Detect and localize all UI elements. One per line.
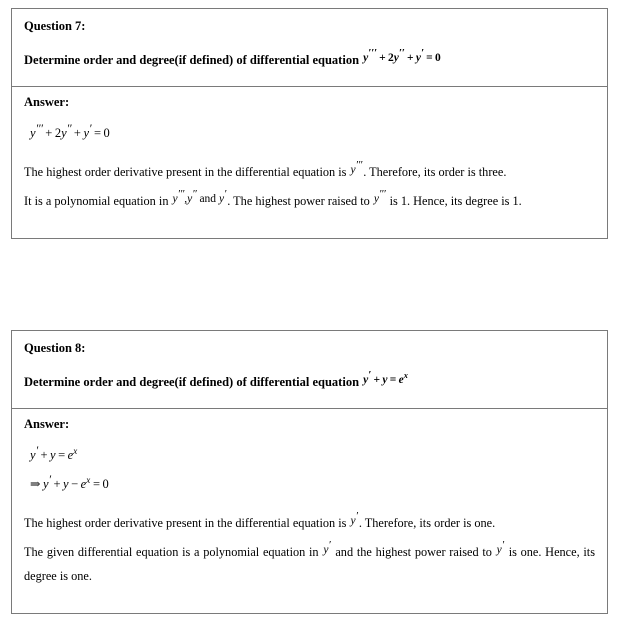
question-prompt-7 xyxy=(24,48,595,70)
question-prompt-text-8: Determine order and degree(if defined) of differential equation xyxy=(24,374,360,389)
paragraph-text-part1: The given differential equation is a polynomial equation in xyxy=(24,544,319,559)
answer-paragraph-8-2 xyxy=(24,538,595,589)
answer-equation-8-2: ⇒ $y' + y - e^x = 0$ xyxy=(30,472,109,492)
question-header-8 xyxy=(12,331,607,409)
paragraph-text-part1: The highest order derivative present in the differential equation is xyxy=(24,165,347,180)
paragraph-text-part3: is one. Hence, its degree is one. xyxy=(24,544,596,583)
answer-paragraph-8-1 xyxy=(24,509,595,536)
inline-math-derivative-list: y′′′,y′′ and y′ xyxy=(172,188,227,205)
question-prompt-8 xyxy=(24,370,595,392)
paragraph-text-part2: . Therefore, its order is one. xyxy=(358,516,496,531)
inline-math-y-triple-prime: y′′′ xyxy=(373,188,386,205)
question-prompt-text-7: Determine order and degree(if defined) of differential equation xyxy=(24,52,360,67)
answer-body-7 xyxy=(12,87,607,238)
inline-math-y-prime: y′ xyxy=(323,539,331,556)
question-equation-7: y′′′ + 2y′′ + y′ = 0 xyxy=(363,46,441,64)
answer-label-8: Answer: xyxy=(24,416,70,431)
question-equation-8: $y' + y = e^x$ xyxy=(363,368,409,386)
paragraph-text-part2: . The highest power raised to xyxy=(227,193,370,208)
inline-math-y-triple-prime: y′′′ xyxy=(350,159,363,177)
question-label-8: Question 8: xyxy=(24,341,86,355)
inline-math-y-prime: y′ xyxy=(496,539,504,556)
answer-label-7: Answer: xyxy=(24,94,70,109)
answer-paragraph-7-2 xyxy=(24,187,595,214)
inline-math-y-prime: y′ xyxy=(350,510,358,528)
answer-equation-7-1: y′′′ + 2y′′ + y′ = 0 xyxy=(30,121,110,141)
question-block-7 xyxy=(11,8,608,239)
paragraph-text-part3: is 1. Hence, its degree is 1. xyxy=(389,193,522,208)
paragraph-text-part2: . Therefore, its order is three. xyxy=(363,165,507,180)
paragraph-text-part2: and the highest power raised to xyxy=(335,544,492,559)
question-block-8 xyxy=(11,330,608,614)
paragraph-text-part1: It is a polynomial equation in xyxy=(24,193,169,208)
answer-paragraph-7-1 xyxy=(24,158,595,185)
answer-body-8 xyxy=(12,409,607,613)
paragraph-text-part1: The highest order derivative present in the differential equation is xyxy=(24,516,347,531)
question-label-7: Question 7: xyxy=(24,19,86,33)
question-header-7 xyxy=(12,9,607,87)
answer-equation-8-1: $y' + y = e^x$ xyxy=(30,443,78,463)
